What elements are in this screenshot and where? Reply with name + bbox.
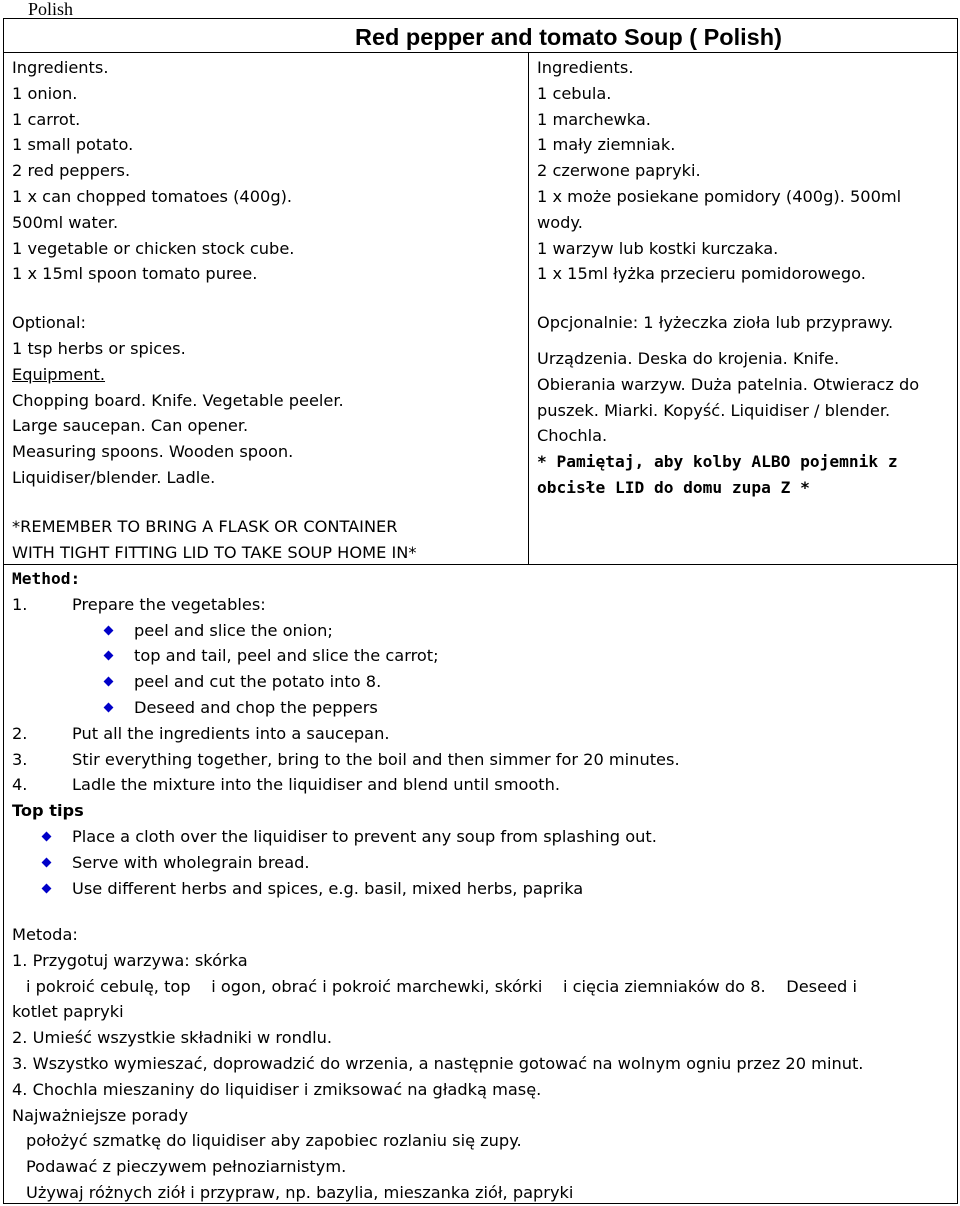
- bullet-text: Deseed and chop the peppers: [134, 697, 378, 717]
- method-step: [12, 721, 390, 747]
- metoda-tips-heading: Najważniejsze porady: [12, 1105, 189, 1125]
- reminder-line-pl: obcisłe LID do domu zupa Z *: [537, 477, 810, 497]
- spacer: [12, 491, 416, 514]
- method-section: [12, 566, 680, 901]
- ingredient-item: 1 small potato.: [12, 135, 134, 155]
- page-tag: Polish: [28, 0, 74, 19]
- step-number: 3.: [12, 749, 28, 769]
- diamond-bullet-icon: [42, 883, 52, 893]
- ingredient-item: 1 vegetable or chicken stock cube.: [12, 238, 295, 258]
- equipment-line-pl: Chochla.: [537, 426, 608, 446]
- title-divider: [3, 52, 958, 53]
- metoda-tip: położyć szmatkę do liquidiser aby zapobiec rozlaniu się zupy.: [26, 1131, 522, 1151]
- equipment-line-pl: puszek. Miarki. Kopyść. Liquidiser / blender.: [537, 400, 891, 420]
- method-step: [12, 592, 266, 618]
- ingredient-item-pl: 1 marchewka.: [537, 109, 651, 129]
- method-step: [12, 772, 561, 798]
- equipment-line: Large saucepan. Can opener.: [12, 416, 249, 436]
- reminder-line: WITH TIGHT FITTING LID TO TAKE SOUP HOME IN*: [12, 542, 417, 562]
- tip-item: [12, 850, 310, 876]
- veg-bullet-item: [12, 618, 333, 644]
- ingredient-item-pl: wody.: [537, 212, 583, 232]
- bullet-text: top and tail, peel and slice the carrot;: [134, 646, 439, 666]
- step-text: Stir everything together, bring to the boil and then simmer for 20 minutes.: [72, 749, 680, 769]
- top-tips-heading: Top tips: [12, 801, 84, 821]
- veg-bullet-item: [12, 669, 382, 695]
- reminder-line-pl: * Pamiętaj, aby kolby ALBO pojemnik z: [537, 452, 898, 472]
- polish-column: [537, 55, 919, 501]
- equipment-heading: Equipment.: [12, 364, 106, 384]
- ingredient-item-pl: 1 x 15ml łyżka przecieru pomidorowego.: [537, 264, 866, 284]
- method-heading: Method:: [12, 569, 81, 588]
- ingredient-item: 500ml water.: [12, 212, 119, 232]
- column-divider: [528, 52, 529, 565]
- veg-bullet-item: [12, 643, 439, 669]
- metoda-line: kotlet papryki: [12, 1002, 124, 1022]
- metoda-line: 2. Umieść wszystkie składniki w rondlu.: [12, 1028, 333, 1048]
- optional-item-pl: Opcjonalnie: 1 łyżeczka zioła lub przyprawy.: [537, 313, 894, 333]
- tip-text: Serve with wholegrain bread.: [72, 852, 310, 872]
- reminder-line: *REMEMBER TO BRING A FLASK OR CONTAINER: [12, 516, 398, 536]
- spacer: [537, 287, 919, 310]
- optional-heading: Optional:: [12, 313, 86, 333]
- ingredient-item: 1 carrot.: [12, 109, 81, 129]
- optional-item: 1 tsp herbs or spices.: [12, 338, 186, 358]
- metoda-line: i pokroić cebulę, top i ogon, obrać i pokroić marchewki, skórki i cięcia ziemniaków do 8. Deseed i: [26, 976, 857, 996]
- diamond-bullet-icon: [42, 857, 52, 867]
- spacer: [12, 287, 416, 310]
- metoda-tip: Podawać z pieczywem pełnoziarnistym.: [26, 1157, 347, 1177]
- metoda-heading: Metoda:: [12, 925, 78, 944]
- metoda-line: 1. Przygotuj warzywa: skórka: [12, 950, 248, 970]
- ingredient-item: 1 onion.: [12, 83, 78, 103]
- ingredients-heading: Ingredients.: [12, 58, 109, 77]
- ingredient-item: 1 x can chopped tomatoes (400g).: [12, 186, 293, 206]
- equipment-line-pl: Obierania warzyw. Duża patelnia. Otwieracz do: [537, 374, 920, 394]
- bullet-text: peel and slice the onion;: [134, 620, 333, 640]
- ingredient-item-pl: 2 czerwone papryki.: [537, 161, 701, 181]
- tip-item: [12, 876, 584, 902]
- step-number: 1.: [12, 594, 28, 614]
- equipment-line: Liquidiser/blender. Ladle.: [12, 467, 216, 487]
- metoda-section: [12, 922, 863, 1206]
- tip-text: Place a cloth over the liquidiser to prevent any soup from splashing out.: [72, 826, 657, 846]
- english-column: [12, 55, 416, 565]
- ingredient-item: 1 x 15ml spoon tomato puree.: [12, 264, 258, 284]
- tip-text: Use different herbs and spices, e.g. basil, mixed herbs, paprika: [72, 878, 584, 898]
- ingredients-heading-pl: Ingredients.: [537, 58, 634, 77]
- metoda-line: 3. Wszystko wymieszać, doprowadzić do wrzenia, a następnie gotować na wolnym ogniu przez 20 minut.: [12, 1053, 864, 1073]
- spacer: [537, 336, 919, 346]
- ingredient-item-pl: 1 cebula.: [537, 83, 612, 103]
- step-text: Prepare the vegetables:: [72, 594, 266, 614]
- diamond-bullet-icon: [42, 832, 52, 842]
- metoda-tip: Używaj różnych ziół i przypraw, np. bazylia, mieszanka ziół, papryki: [26, 1182, 574, 1202]
- ingredient-item-pl: 1 x może posiekane pomidory (400g). 500ml: [537, 186, 902, 206]
- metoda-line: 4. Chochla mieszaniny do liquidiser i zmiksować na gładką masę.: [12, 1079, 542, 1099]
- ingredient-item: 2 red peppers.: [12, 161, 131, 181]
- ingredient-item-pl: 1 warzyw lub kostki kurczaka.: [537, 238, 779, 258]
- equipment-line: Measuring spoons. Wooden spoon.: [12, 442, 294, 462]
- method-step: [12, 747, 680, 773]
- step-text: Put all the ingredients into a saucepan.: [72, 723, 390, 743]
- equipment-line: Chopping board. Knife. Vegetable peeler.: [12, 390, 344, 410]
- tip-item: [12, 824, 657, 850]
- step-text: Ladle the mixture into the liquidiser and blend until smooth.: [72, 775, 561, 795]
- recipe-title: Red pepper and tomato Soup ( Polish): [355, 24, 782, 50]
- step-number: 2.: [12, 723, 28, 743]
- veg-bullet-item: [12, 695, 378, 721]
- step-number: 4.: [12, 775, 28, 795]
- ingredient-item-pl: 1 mały ziemniak.: [537, 135, 676, 155]
- bullet-text: peel and cut the potato into 8.: [134, 672, 382, 692]
- equipment-line-pl: Urządzenia. Deska do krojenia. Knife.: [537, 348, 840, 368]
